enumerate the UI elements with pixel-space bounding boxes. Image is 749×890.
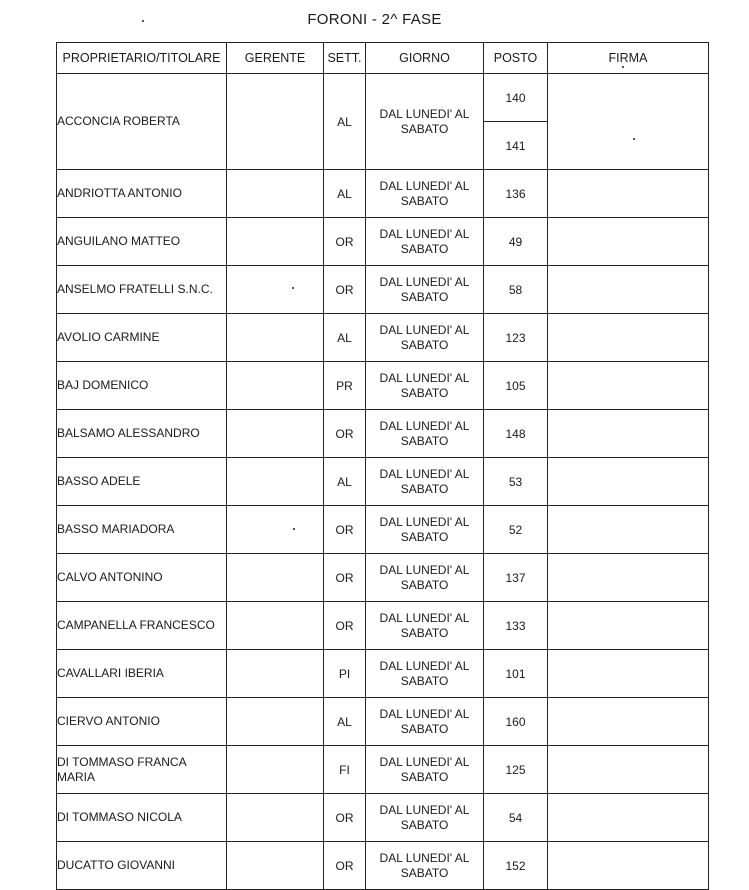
sector-cell: AL [324,458,366,506]
owner-cell: ANSELMO FRATELLI S.N.C. [57,266,227,314]
scan-speck [633,138,635,140]
column-header-sector: SETT. [324,43,366,74]
owner-cell: BASSO ADELE [57,458,227,506]
signature-cell [548,458,709,506]
stall-cell: 49 [484,218,548,266]
owner-cell: ACCONCIA ROBERTA [57,74,227,170]
day-cell: DAL LUNEDI' AL SABATO [366,314,484,362]
sector-cell: AL [324,170,366,218]
owner-cell: DI TOMMASO FRANCA MARIA [57,746,227,794]
day-cell: DAL LUNEDI' AL SABATO [366,74,484,170]
column-header-signature: FIRMA [548,43,709,74]
signature-cell [548,650,709,698]
day-cell: DAL LUNEDI' AL SABATO [366,554,484,602]
day-cell: DAL LUNEDI' AL SABATO [366,650,484,698]
table-row [57,650,709,698]
manager-cell [227,170,324,218]
manager-cell [227,506,324,554]
manager-cell [227,602,324,650]
manager-cell [227,842,324,890]
stall-cell: 152 [484,842,548,890]
owner-cell: CALVO ANTONINO [57,554,227,602]
stall-cell: 105 [484,362,548,410]
sector-cell: AL [324,698,366,746]
sector-cell: PR [324,362,366,410]
scan-speck [142,20,144,22]
day-cell: DAL LUNEDI' AL SABATO [366,362,484,410]
sector-cell: AL [324,314,366,362]
manager-cell [227,794,324,842]
scan-speck [292,287,294,289]
owner-cell: DI TOMMASO NICOLA [57,794,227,842]
stall-cell: 160 [484,698,548,746]
table-row [57,746,709,794]
table-header-row [57,43,709,74]
signature-cell [548,314,709,362]
stall-cell: 136 [484,170,548,218]
page-title: FORONI - 2^ FASE [307,11,442,28]
table-row [57,554,709,602]
day-cell: DAL LUNEDI' AL SABATO [366,602,484,650]
manager-cell [227,266,324,314]
day-cell: DAL LUNEDI' AL SABATO [366,410,484,458]
signature-cell [548,218,709,266]
owner-cell: CAMPANELLA FRANCESCO [57,602,227,650]
stall-cell: 101 [484,650,548,698]
signature-cell [548,698,709,746]
manager-cell [227,74,324,170]
scan-speck [622,66,624,68]
day-cell: DAL LUNEDI' AL SABATO [366,794,484,842]
table-row [57,362,709,410]
sector-cell: OR [324,218,366,266]
day-cell: DAL LUNEDI' AL SABATO [366,170,484,218]
sector-cell: OR [324,794,366,842]
owner-cell: BASSO MARIADORA [57,506,227,554]
signature-cell [548,746,709,794]
stall-cell: 148 [484,410,548,458]
owner-cell: DUCATTO GIOVANNI [57,842,227,890]
table-row [57,794,709,842]
signature-cell [548,506,709,554]
signature-cell [548,362,709,410]
owner-cell: ANDRIOTTA ANTONIO [57,170,227,218]
column-header-stall: POSTO [484,43,548,74]
table-row [57,170,709,218]
stall-cell-secondary: 141 [484,122,548,170]
signature-cell [548,170,709,218]
table-row [57,266,709,314]
table-row [57,698,709,746]
owner-cell: CAVALLARI IBERIA [57,650,227,698]
signature-cell [548,410,709,458]
day-cell: DAL LUNEDI' AL SABATO [366,266,484,314]
stall-cell: 133 [484,602,548,650]
manager-cell [227,458,324,506]
sector-cell: OR [324,506,366,554]
manager-cell [227,746,324,794]
column-header-owner: PROPRIETARIO/TITOLARE [57,43,227,74]
signature-cell [548,602,709,650]
manager-cell [227,554,324,602]
manager-cell [227,650,324,698]
stall-cell: 137 [484,554,548,602]
manager-cell [227,314,324,362]
column-header-manager: GERENTE [227,43,324,74]
table-row [57,218,709,266]
table-row [57,314,709,362]
manager-cell [227,698,324,746]
stall-cell: 53 [484,458,548,506]
day-cell: DAL LUNEDI' AL SABATO [366,458,484,506]
sector-cell: OR [324,410,366,458]
day-cell: DAL LUNEDI' AL SABATO [366,506,484,554]
signature-cell [548,794,709,842]
table-row [57,458,709,506]
table-row [57,602,709,650]
owner-cell: CIERVO ANTONIO [57,698,227,746]
sector-cell: OR [324,554,366,602]
column-header-day: GIORNO [366,43,484,74]
day-cell: DAL LUNEDI' AL SABATO [366,698,484,746]
stall-cell: 52 [484,506,548,554]
stall-cell: 125 [484,746,548,794]
stall-cell: 140 [484,74,548,122]
signature-cell [548,554,709,602]
stall-cell: 54 [484,794,548,842]
day-cell: DAL LUNEDI' AL SABATO [366,746,484,794]
owner-cell: AVOLIO CARMINE [57,314,227,362]
table-row [57,74,709,122]
stall-cell: 123 [484,314,548,362]
manager-cell [227,362,324,410]
owner-cell: ANGUILANO MATTEO [57,218,227,266]
table-row [57,842,709,890]
sector-cell: OR [324,266,366,314]
signature-cell [548,842,709,890]
sector-cell: PI [324,650,366,698]
sector-cell: OR [324,602,366,650]
day-cell: DAL LUNEDI' AL SABATO [366,218,484,266]
stall-cell: 58 [484,266,548,314]
sector-cell: OR [324,842,366,890]
manager-cell [227,218,324,266]
owner-cell: BAJ DOMENICO [57,362,227,410]
scan-speck [293,528,295,530]
manager-cell [227,410,324,458]
sector-cell: AL [324,74,366,170]
table-row [57,506,709,554]
signature-cell [548,74,709,170]
stall-assignment-table [56,42,709,890]
owner-cell: BALSAMO ALESSANDRO [57,410,227,458]
signature-cell [548,266,709,314]
day-cell: DAL LUNEDI' AL SABATO [366,842,484,890]
table-row [57,410,709,458]
sector-cell: FI [324,746,366,794]
